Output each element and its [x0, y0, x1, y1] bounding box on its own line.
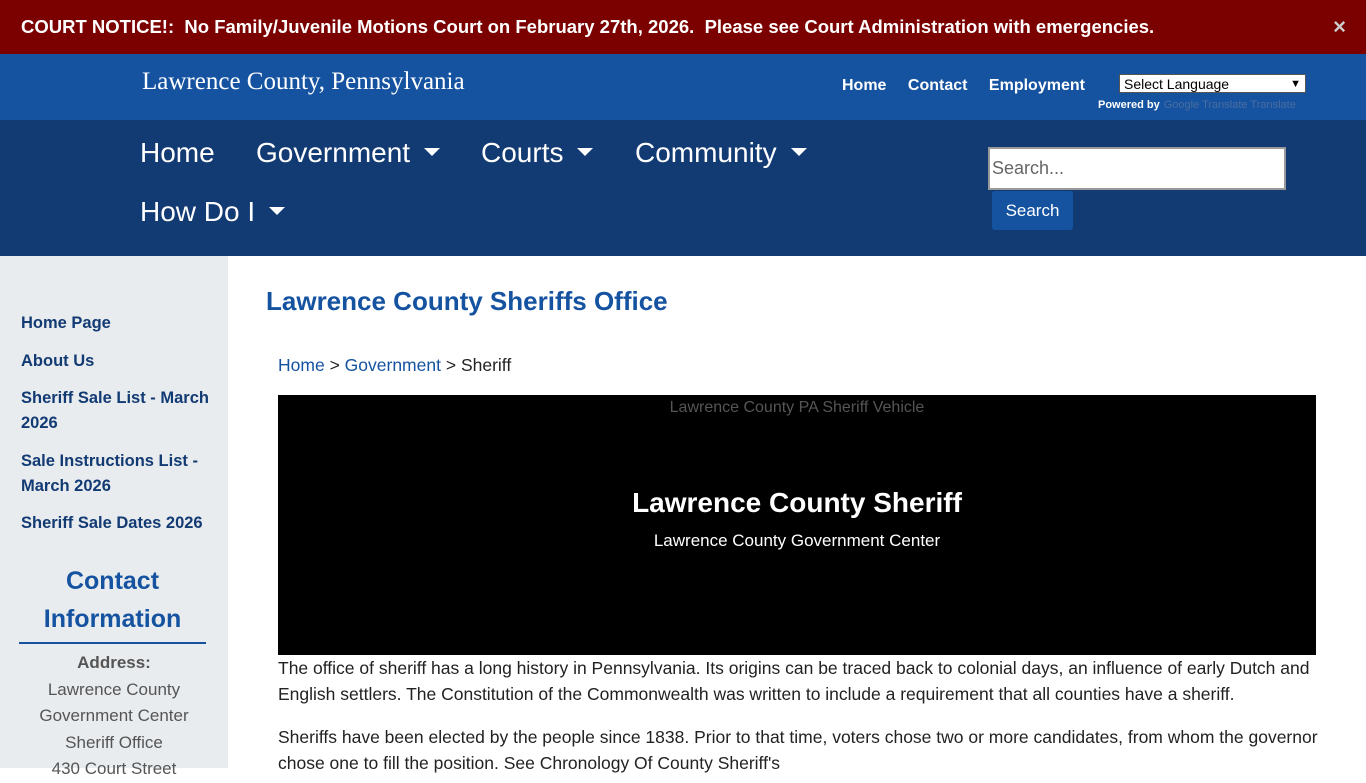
address-line: Sheriff Office: [65, 732, 163, 752]
sidebar: [0, 256, 228, 778]
notice-text: COURT NOTICE!: No Family/Juvenile Motions Court on February 27th, 2026. Please see Court Administration with emergencies.: [21, 16, 1155, 37]
paragraph: Sheriffs have been elected by the people since 1838. Prior to that time, voters chose two or more candidates, from whom the governor chose one to fill the position. See Chronology Of County Sheriff's: [278, 727, 1318, 773]
top-link-home[interactable]: Home: [842, 77, 887, 94]
caret-down-icon: [269, 207, 285, 215]
powered-by: [1098, 99, 1296, 111]
nav-home[interactable]: [140, 137, 215, 169]
hero-image-alt: Lawrence County PA Sheriff Vehicle: [669, 399, 925, 416]
nav-label: How Do I: [140, 196, 256, 227]
nav-label: Courts: [481, 137, 564, 168]
address-line: Lawrence County: [47, 679, 181, 699]
top-links: [842, 77, 1102, 95]
caret-down-icon: [791, 148, 807, 156]
address-block: [0, 650, 228, 783]
nav-label: Community: [635, 137, 777, 168]
nav-how-do-i[interactable]: [140, 196, 285, 228]
breadcrumb-sep: >: [329, 355, 340, 375]
paragraph: The office of sheriff has a long history in Pennsylvania. Its origins can be traced back to colonial days, an influence of early Dutch and English settlers. The Constitution of the Commonwealth was written to include a requirement that all counties have a sheriff.: [278, 658, 1310, 704]
chevron-down-icon: ▼: [1290, 77, 1301, 90]
court-notice-banner: [0, 0, 1366, 54]
google-translate-logo[interactable]: Google Translate Translate: [1163, 99, 1296, 111]
top-link-contact[interactable]: Contact: [907, 77, 968, 94]
powered-by-label: Powered by: [1098, 99, 1160, 111]
search-input[interactable]: Search...: [988, 147, 1286, 190]
language-select-value: Select Language: [1124, 75, 1230, 92]
sidebar-link-sale-dates[interactable]: Sheriff Sale Dates 2026: [21, 514, 203, 532]
address-label: Address:: [77, 653, 151, 672]
nav-label: Home: [140, 137, 215, 168]
breadcrumb-government[interactable]: Government: [344, 355, 441, 375]
breadcrumb-current: Sheriff: [460, 355, 512, 375]
top-link-employment[interactable]: Employment: [988, 77, 1085, 94]
page-title: Lawrence County Sheriffs Office: [266, 286, 668, 316]
language-select[interactable]: [1119, 74, 1306, 93]
breadcrumb-home[interactable]: Home: [278, 355, 325, 375]
caret-down-icon: [424, 148, 440, 156]
sidebar-link-sale-instructions[interactable]: Sale Instructions List - March 2026: [21, 452, 198, 495]
sidebar-link-home-page[interactable]: Home Page: [21, 314, 111, 332]
site-brand[interactable]: Lawrence County, Pennsylvania: [142, 68, 465, 95]
nav-government[interactable]: [256, 137, 440, 169]
close-icon[interactable]: ×: [1333, 14, 1346, 39]
nav-community[interactable]: [635, 137, 807, 169]
caret-down-icon: [577, 148, 593, 156]
hero-subtitle: Lawrence County Government Center: [653, 531, 941, 550]
hero-image: [278, 395, 1316, 655]
address-line: 430 Court Street: [51, 759, 177, 778]
breadcrumb-sep: >: [445, 355, 457, 375]
sidebar-link-sale-list[interactable]: Sheriff Sale List - March 2026: [21, 389, 209, 432]
main-nav: [0, 120, 1366, 256]
contact-heading: Contact Information: [19, 562, 206, 644]
breadcrumb: [278, 355, 511, 376]
address-line: Government Center: [39, 706, 189, 725]
sidebar-link-about-us[interactable]: About Us: [21, 352, 95, 370]
search-button[interactable]: Search: [992, 191, 1073, 230]
hero-title: Lawrence County Sheriff: [632, 487, 962, 518]
nav-label: Government: [256, 137, 411, 168]
nav-courts[interactable]: [481, 137, 593, 169]
